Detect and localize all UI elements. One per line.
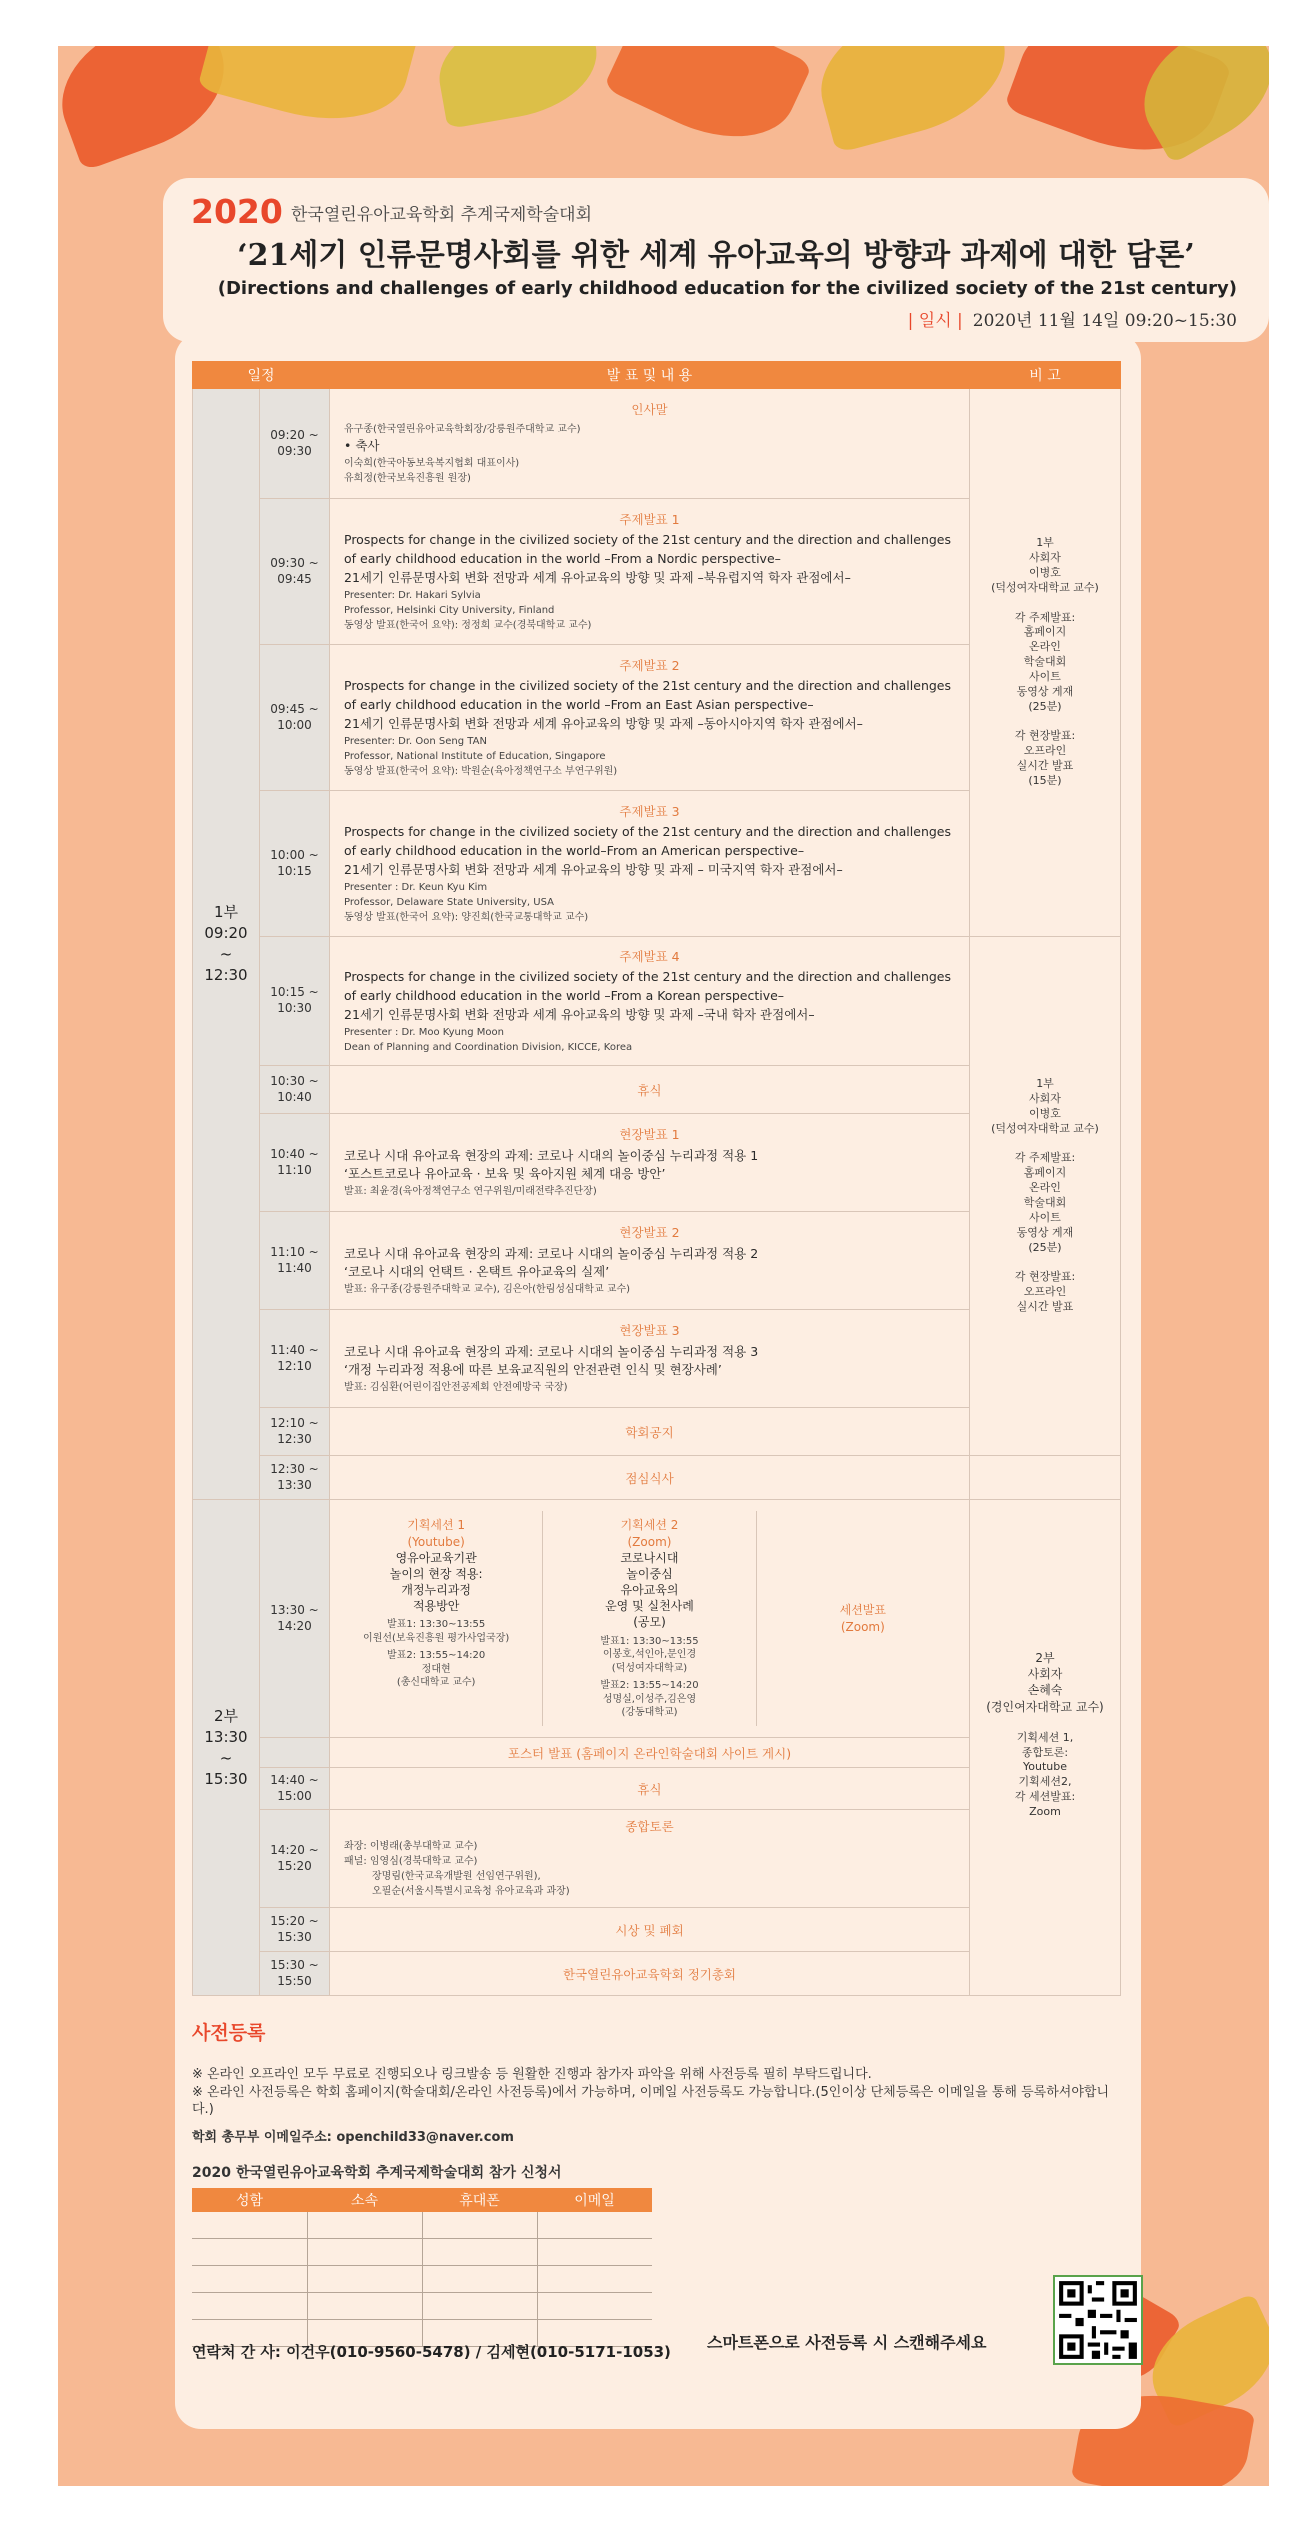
event-date — [908, 306, 1237, 331]
poster-row: 포스터 발표 (홈페이지 온라인학술대회 사이트 게시) — [330, 1738, 970, 1768]
event-subtitle: 한국열린유아교육학회 추계국제학술대회 — [291, 205, 592, 225]
award-row: 시상 및 폐회 — [330, 1908, 970, 1952]
time-slot: 15:20 ~ 15:30 — [260, 1908, 330, 1952]
part-1-label: 1부 09:20 ~ 12:30 — [193, 389, 260, 1500]
session-2-block: 기획세션 2 (Zoom) 코로나시대 놀이중심 유아교육의 운영 및 실천사례 (공모) 발표1: 13:30~13:55 이봉호,석인아,문인경 (덕성여자대학교) 발표2: 13:55~14:20 성명실,이성주,김은영 (강동대학교) — [542, 1511, 755, 1725]
field-report-1-block: 현장발표 1 코로나 시대 유아교육 현장의 과제: 코로나 시대의 놀이중심 누리과정 적용 1 ‘포스트코로나 유아교육 · 보육 및 육아지원 체계 대응 방안’ 발표: 최윤경(육아정책연구소 연구위원/미래전략추진단장) — [330, 1114, 970, 1212]
time-slot: 09:20 ~ 09:30 — [260, 389, 330, 499]
lunch-row: 점심식사 — [330, 1456, 970, 1500]
remarks-part1-a: 1부 사회자 이병호 (덕성여자대학교 교수) 각 주제발표: 홈페이지 온라인 학술대회 사이트 동영상 게재 (25분) 각 현장발표: 오프라인 실시간 발표 (15분) — [970, 389, 1121, 937]
time-slot — [260, 1738, 330, 1768]
time-slot: 09:45 ~ 10:00 — [260, 645, 330, 791]
time-slot: 13:30 ~ 14:20 — [260, 1500, 330, 1738]
time-slot: 14:20 ~ 15:20 — [260, 1810, 330, 1908]
keynote-1-block: 주제발표 1 Prospects for change in the civilized society of the 21st century and the direction and challenges of early childhood education in the world –From a Nordic perspective– 21세기 인류문명사회 변화 전망과 세계 유아교육의 방향 및 과제 –북유럽지역 학자 관점에서– Presenter: Dr. Hakari Sylvia Professor, Helsinki City University, Finland 동영상 발표(한국어 요약): 정정희 교수(경북대학교 교수) — [330, 499, 970, 645]
leaf-decoration — [197, 46, 419, 140]
time-slot: 10:30 ~ 10:40 — [260, 1066, 330, 1114]
part-2-label: 2부 13:30 ~ 15:30 — [193, 1500, 260, 1996]
col-header-content: 발 표 및 내 용 — [330, 362, 970, 389]
form-col-phone: 휴대폰 — [422, 2188, 537, 2212]
session-3-block: 세션발표 (Zoom) — [756, 1511, 969, 1725]
keynote-2-block: 주제발표 2 Prospects for change in the civilized society of the 21st century and the direction and challenges of early childhood education in the world –From an East Asian perspective– 21세기 인류문명사회 변화 전망과 세계 유아교육의 방향 및 과제 –동아시아지역 학자 관점에서– Presenter: Dr. Oon Seng TAN Professor, National Institute of Education, Singapore 동영상 발표(한국어 요약): 박원순(육아정책연구소 부연구위원) — [330, 645, 970, 791]
time-slot: 10:00 ~ 10:15 — [260, 791, 330, 937]
time-slot: 11:10 ~ 11:40 — [260, 1212, 330, 1310]
discussion-block: 종합토론 좌장: 이병래(총부대학교 교수) 패널: 임영심(경북대학교 교수) 장명림(한국교육개발원 선임연구위원), 오필순(서울시특별시교육청 유아교육과 과장) — [330, 1810, 970, 1908]
session-1-block: 기획세션 1 (Youtube) 영유아교육기관 놀이의 현장 적용: 개정누리과정 적용방안 발표1: 13:30~13:55 이원선(보육진흥원 평가사업국장) 발표2: 13:55~14:20 정대현 (총신대학교 교수) — [363, 1518, 510, 1689]
form-col-name: 성함 — [192, 2188, 307, 2212]
date-label: | 일시 | — [907, 311, 963, 331]
break-row: 휴식 — [330, 1066, 970, 1114]
time-slot: 11:40 ~ 12:10 — [260, 1310, 330, 1408]
form-row[interactable] — [192, 2239, 652, 2266]
content-card — [175, 333, 1141, 2429]
header-panel — [163, 178, 1269, 342]
keynote-4-block: 주제발표 4 Prospects for change in the civilized society of the 21st century and the direction and challenges of early childhood education in the world –From a Korean perspective– 21세기 인류문명사회 변화 전망과 세계 유아교육의 방향 및 과제 –국내 학자 관점에서– Presenter : Dr. Moo Kyung Moon Dean of Planning and Coordination Division, KICCE, Korea — [330, 937, 970, 1066]
leaf-decoration — [603, 46, 813, 164]
schedule-table — [192, 361, 1121, 1996]
contact-info: 연락처 간 사: 이건우(010-9560-5478) / 김세현(010-5171-1053) — [192, 2343, 671, 2361]
registration-notes: ※ 온라인 오프라인 모두 무료로 진행되오나 링크발송 등 원활한 진행과 참가자 파악을 위해 사전등록 필히 부탁드립니다. ※ 온라인 사전등록은 학회 홈페이지(학술대회/온라인 사전등록)에서 가능하며, 이메일 사전등록도 가능합니다.(5인이상 단체등록은 이메일을 통해 등록하셔야합니다.) — [192, 2067, 1110, 2118]
time-slot: 10:40 ~ 11:10 — [260, 1114, 330, 1212]
keynote-3-block: 주제발표 3 Prospects for change in the civilized society of the 21st century and the direction and challenges of early childhood education in the world–From an American perspective– 21세기 인류문명사회 변화 전망과 세계 유아교육의 방향 및 과제 – 미국지역 학자 관점에서– Presenter : Dr. Keun Kyu Kim Professor, Delaware State University, USA 동영상 발표(한국어 요약): 양진희(한국교통대학교 교수) — [330, 791, 970, 937]
form-row[interactable] — [192, 2266, 652, 2293]
event-year: 2020 — [191, 192, 283, 231]
sessions-row — [330, 1500, 970, 1738]
scan-instruction: 스마트폰으로 사전등록 시 스캔해주세요 — [707, 2333, 987, 2352]
remarks-part2: 2부 사회자 손혜숙 (경인여자대학교 교수) 기획세션 1, 종합토론: Youtube 기획세션2, 각 세션발표: Zoom — [970, 1500, 1121, 1996]
greeting-block: 인사말 유구종(한국열린유아교육학회장/강릉원주대학교 교수) • 축사 이숙희(한국아동보육복지협회 대표이사) 유희정(한국보육진흥원 원장) — [330, 389, 970, 499]
form-row[interactable] — [192, 2293, 652, 2320]
time-slot: 14:40 ~ 15:00 — [260, 1768, 330, 1810]
form-row[interactable] — [192, 2212, 652, 2239]
notice-row: 학회공지 — [330, 1408, 970, 1456]
col-header-schedule: 일정 — [193, 362, 330, 389]
time-slot: 12:10 ~ 12:30 — [260, 1408, 330, 1456]
event-title: ‘21세기 인류문명사회를 위한 세계 유아교육의 방향과 과제에 대한 담론’ — [237, 238, 1195, 273]
col-header-remarks: 비 고 — [970, 362, 1121, 389]
date-value: 2020년 11월 14일 09:20~15:30 — [972, 311, 1237, 331]
form-col-email: 이메일 — [537, 2188, 652, 2212]
time-slot: 09:30 ~ 09:45 — [260, 499, 330, 645]
general-meeting-row: 한국열린유아교육학회 정기총회 — [330, 1952, 970, 1996]
remarks-empty — [970, 1456, 1121, 1500]
leaf-decoration — [806, 46, 1021, 154]
form-title: 2020 한국열린유아교육학회 추계국제학술대회 참가 신청서 — [192, 2165, 562, 2181]
field-report-3-block: 현장발표 3 코로나 시대 유아교육 현장의 과제: 코로나 시대의 놀이중심 누리과정 적용 3 ‘개정 누리과정 적용에 따른 보육교직원의 안전관련 인식 및 현장사례’ 발표: 김심환(어린이집안전공제회 안전예방국 국장) — [330, 1310, 970, 1408]
contact-email: 학회 총무부 이메일주소: openchild33@naver.com — [192, 2130, 514, 2145]
time-slot: 15:30 ~ 15:50 — [260, 1952, 330, 1996]
event-title-english: (Directions and challenges of early childhood education for the civilized society of the 21st century) — [217, 278, 1237, 299]
registration-title: 사전등록 — [192, 2022, 266, 2044]
time-slot: 10:15 ~ 10:30 — [260, 937, 330, 1066]
time-slot: 12:30 ~ 13:30 — [260, 1456, 330, 1500]
form-col-affiliation: 소속 — [307, 2188, 422, 2212]
remarks-part1-b: 1부 사회자 이병호 (덕성여자대학교 교수) 각 주제발표: 홈페이지 온라인 학술대회 사이트 동영상 게재 (25분) 각 현장발표: 오프라인 실시간 발표 — [970, 937, 1121, 1456]
field-report-2-block: 현장발표 2 코로나 시대 유아교육 현장의 과제: 코로나 시대의 놀이중심 누리과정 적용 2 ‘코로나 시대의 언택트 · 온택트 유아교육의 실제’ 발표: 유구종(강릉원주대학교 교수), 김은아(한림성심대학교 교수) — [330, 1212, 970, 1310]
break-row: 휴식 — [330, 1768, 970, 1810]
leaf-decoration — [431, 46, 606, 129]
qr-code-icon[interactable] — [1053, 2275, 1143, 2365]
registration-form-table — [192, 2188, 652, 2347]
